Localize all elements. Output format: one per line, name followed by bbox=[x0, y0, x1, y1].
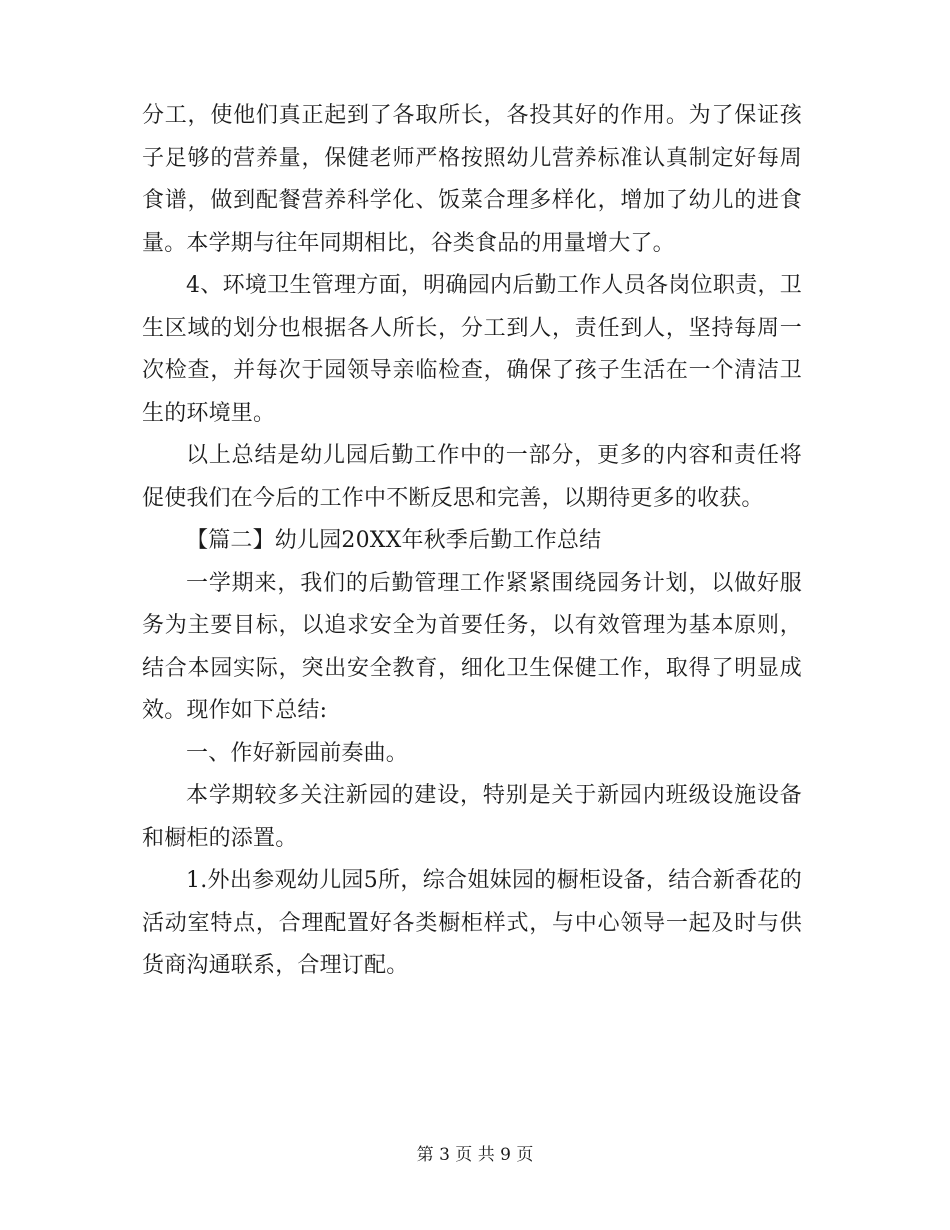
subheading-new-campus-prelude: 一、作好新园前奏曲。 bbox=[186, 740, 409, 766]
page-number-footer: 第 3 页 共 9 页 bbox=[416, 1145, 534, 1165]
paragraph-continuation: 分工，使他们真正起到了各取所长，各投其好的作用。为了保证孩子足够的营养量，保健老师严格按照幼儿营养标准认真制定好每周食谱，做到配餐营养科学化、饭菜合理多样化，增加了幼儿的进食量。本学期与往年同期相比，谷类食品的用量增大了。 bbox=[142, 103, 802, 256]
paragraph-semester-overview: 一学期来，我们的后勤管理工作紧紧围绕园务计划，以做好服务为主要目标，以追求安全为首要任务，以有效管理为基本原则，结合本园实际，突出安全教育，细化卫生保健工作，取得了明显成效。现作如下总结: bbox=[142, 570, 802, 723]
section-heading-part-two: 【篇二】幼儿园20XX年秋季后勤工作总结 bbox=[186, 528, 602, 553]
paragraph-new-campus-focus: 本学期较多关注新园的建设，特别是关于新园内班级设施设备和橱柜的添置。 bbox=[142, 783, 802, 851]
paragraph-hygiene-management: 4、环境卫生管理方面，明确园内后勤工作人员各岗位职责，卫生区域的划分也根据各人所长，分工到人，责任到人，坚持每周一次检查，并每次于园领导亲临检查，确保了孩子生活在一个清洁卫生的环境里。 bbox=[142, 273, 802, 426]
paragraph-summary-conclusion: 以上总结是幼儿园后勤工作中的一部分，更多的内容和责任将促使我们在今后的工作中不断反思和完善，以期待更多的收获。 bbox=[142, 443, 802, 511]
document-body bbox=[142, 95, 802, 988]
list-item-visit-kindergartens: 1.外出参观幼儿园5所，综合姐妹园的橱柜设备，结合新香花的活动室特点，合理配置好各类橱柜样式，与中心领导一起及时与供货商沟通联系，合理订配。 bbox=[142, 868, 802, 978]
